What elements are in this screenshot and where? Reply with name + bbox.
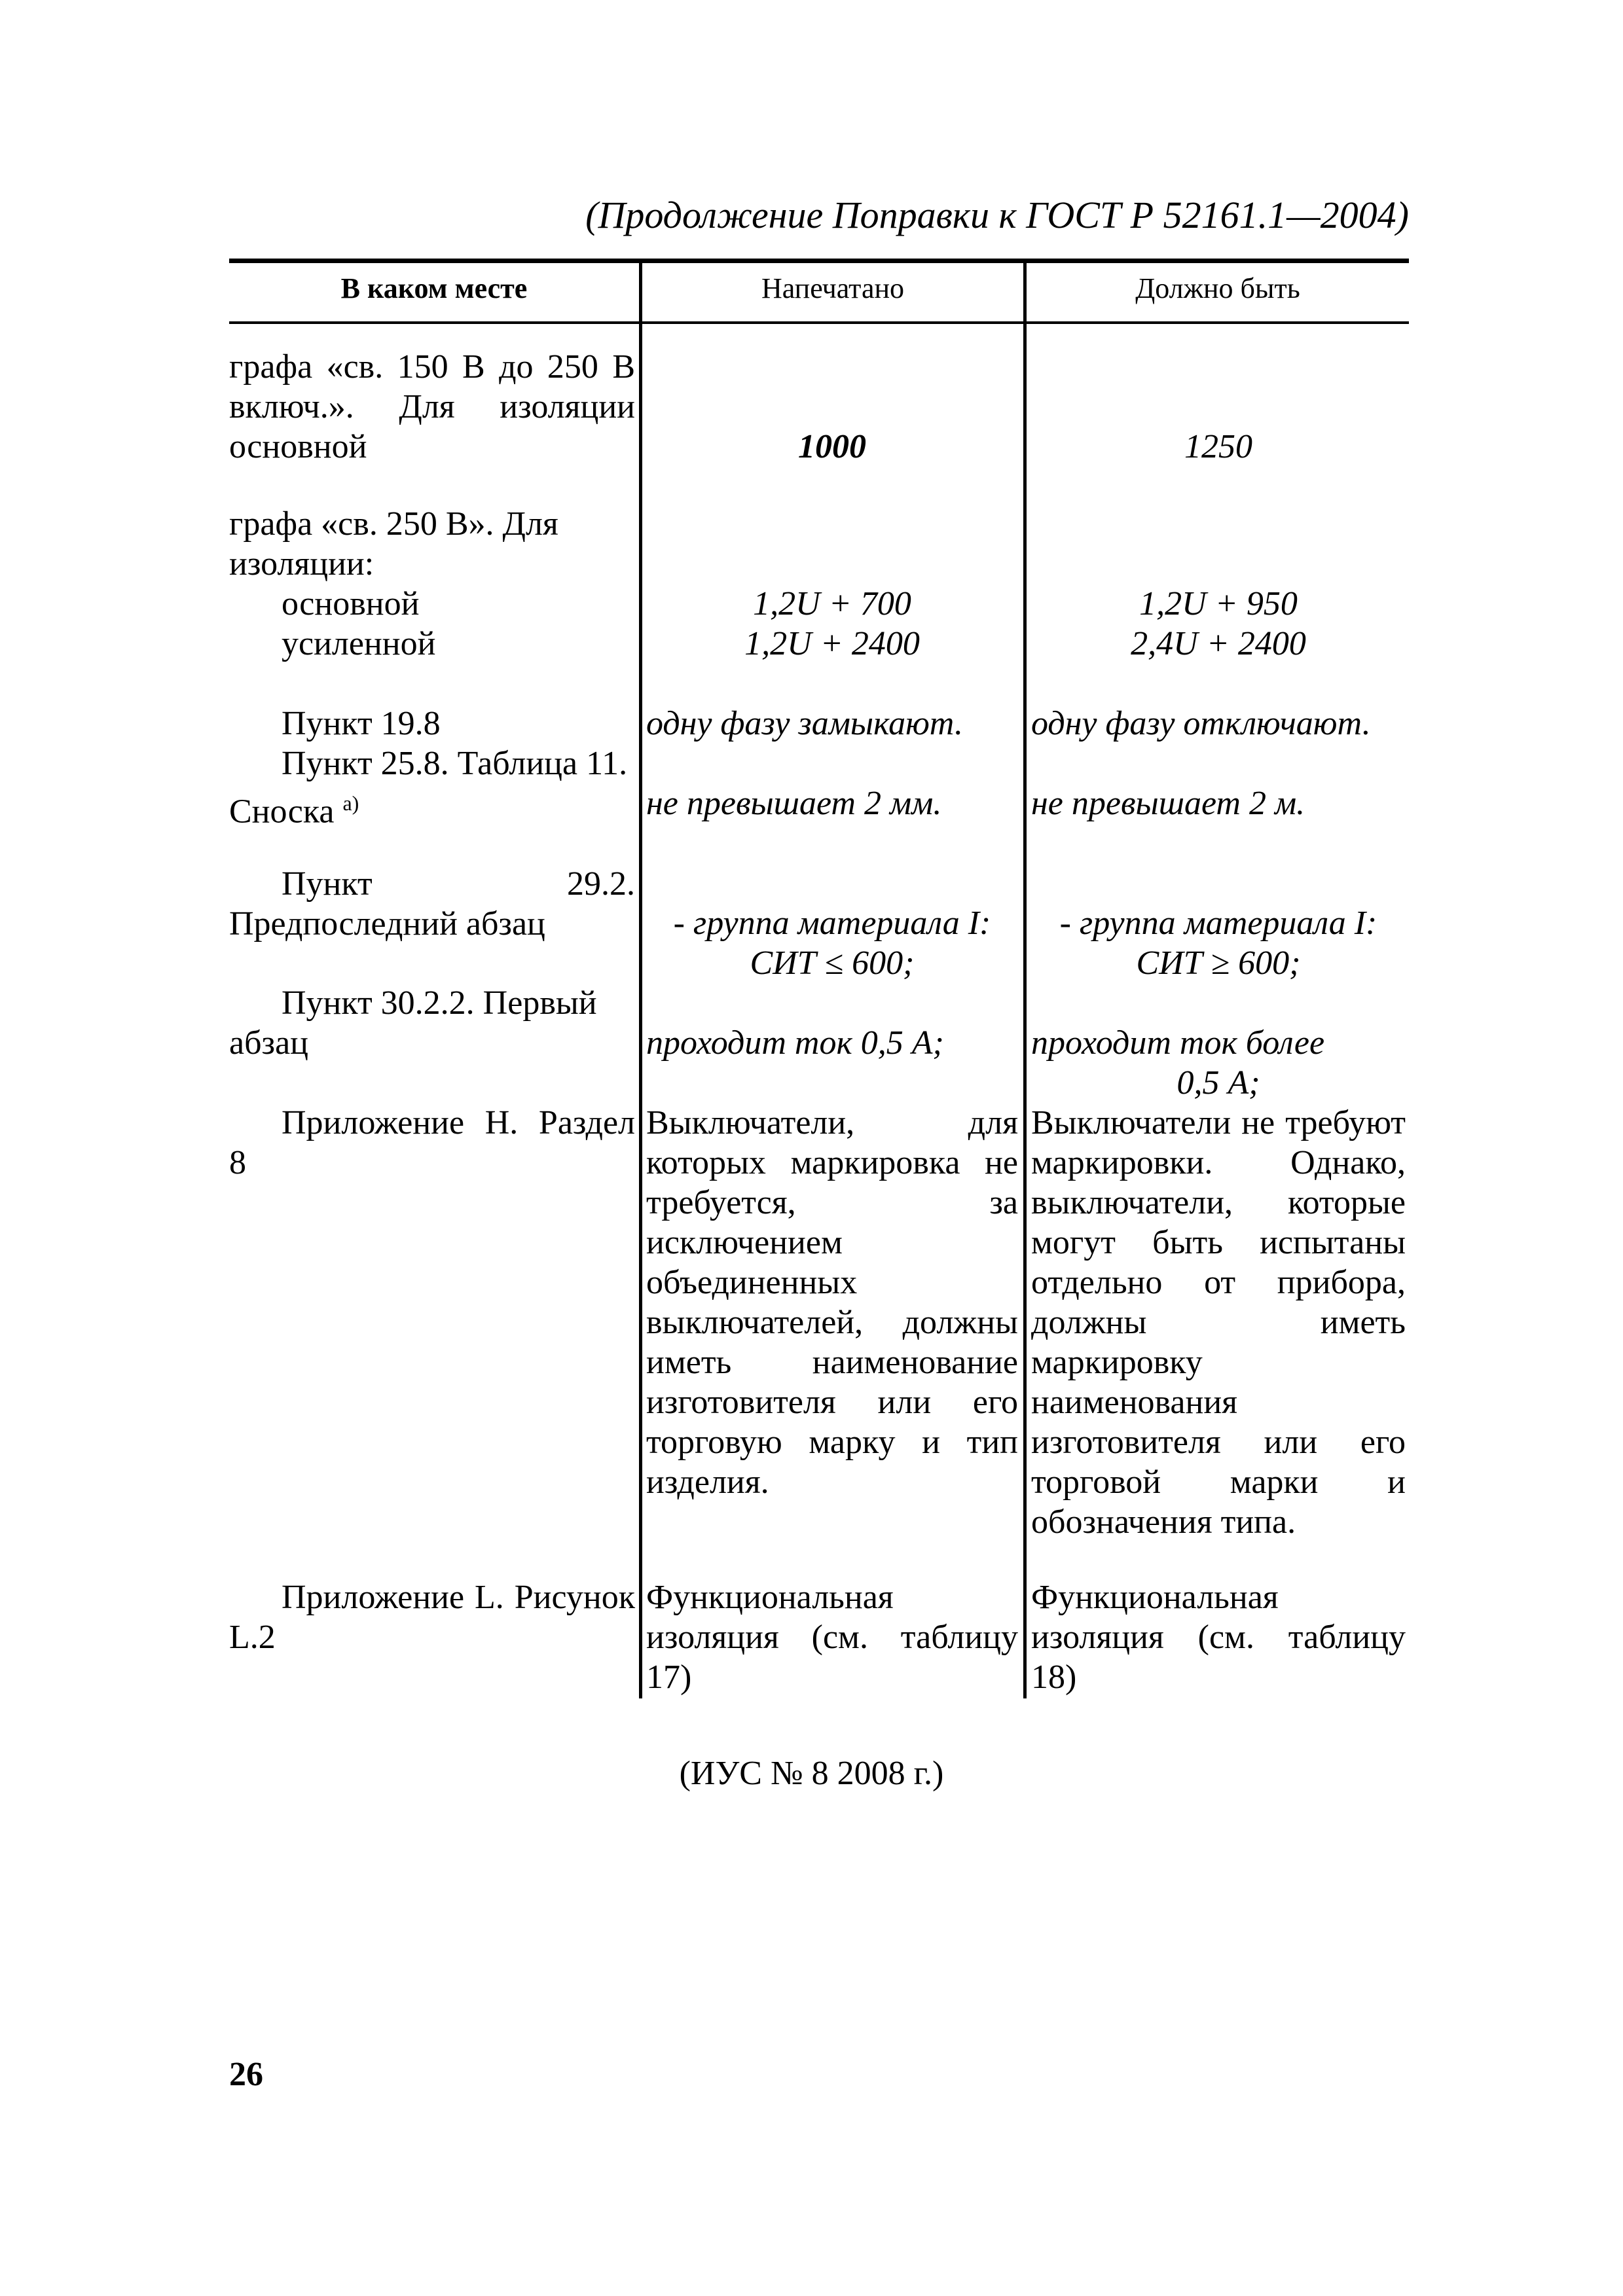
errata-table <box>229 259 1409 1698</box>
table-row-printed: одну фазу замыкают. <box>646 705 963 742</box>
table-row-printed: проходит ток 0,5 А; <box>646 1024 944 1062</box>
table-row-place-text: Сноска <box>229 793 335 831</box>
table-row-place: графа «св. 150 В до 250 В включ.». Для изоляции основной <box>229 348 635 465</box>
column-header-correct: Должно быть <box>1135 272 1300 304</box>
table-header-rule <box>229 321 1409 324</box>
table-row-printed: 1000 <box>798 428 866 465</box>
table-row-correct: - группа материала I: <box>1059 905 1377 942</box>
table-row-place-sub: усиленной <box>282 625 436 662</box>
table-row-correct: 1,2U + 950 <box>1139 585 1298 622</box>
column-header-printed: Напечатано <box>761 272 905 304</box>
table-row-place: Приложение Н. Раздел 8 <box>229 1104 635 1181</box>
table-row-printed: - группа материала I: <box>673 905 991 942</box>
table-row-place: Пункт 25.8. Таблица 11. <box>282 745 628 782</box>
table-row-printed: Выключатели, для которых маркировка не требуется, за исключением объединенных выключателей, должны иметь наименование изготовителя или его торговую марку и тип изделия. <box>646 1104 1018 1501</box>
table-row-correct: 1250 <box>1184 428 1252 465</box>
footnote-marker: а) <box>342 791 359 815</box>
running-header: (Продолжение Поправки к ГОСТ Р 52161.1—2004) <box>585 194 1409 236</box>
table-row-correct: не превышает 2 м. <box>1031 785 1305 822</box>
table-row-place: графа «св. 250 В». Для изоляции: <box>229 505 558 583</box>
table-row-correct: 2,4U + 2400 <box>1131 625 1306 662</box>
page-number: 26 <box>229 2056 263 2093</box>
column-divider <box>639 259 642 1698</box>
column-header-place: В каком месте <box>340 272 528 304</box>
table-row-correct: проходит ток более <box>1031 1024 1325 1062</box>
table-row-correct: Функциональная изоляция (см. таблицу 18) <box>1031 1579 1406 1696</box>
table-row-printed: СИТ ≤ 600; <box>750 944 915 982</box>
table-row-correct: одну фазу отключают. <box>1031 705 1371 742</box>
table-row-printed: 1,2U + 2400 <box>744 625 920 662</box>
table-row-place-sub: основной <box>282 585 420 622</box>
table-row-place: Пункт 30.2.2. Первый абзац <box>229 984 597 1062</box>
table-row-printed: Функциональная изоляция (см. таблицу 17) <box>646 1579 1018 1696</box>
change-notice-reference: (ИУС № 8 2008 г.) <box>679 1755 944 1792</box>
table-row-correct: СИТ ≥ 600; <box>1136 944 1301 982</box>
table-row-printed: не превышает 2 мм. <box>646 785 942 822</box>
table-row-place: Пункт 29.2. Предпоследний абзац <box>229 865 635 942</box>
table-row-place <box>229 783 635 831</box>
table-row-correct: Выключатели не требуют маркировки. Однако, выключатели, которые могут быть испытаны отдельно от прибора, должны иметь маркировку наименования изготовителя или его торговой марки и обозначения типа. <box>1031 1104 1406 1541</box>
table-top-rule <box>229 259 1409 263</box>
table-row-printed: 1,2U + 700 <box>753 585 911 622</box>
table-row-correct: 0,5 А; <box>1176 1064 1260 1102</box>
column-divider <box>1023 259 1027 1698</box>
table-row-place: Приложение L. Рисунок L.2 <box>229 1579 635 1656</box>
table-row-place: Пункт 19.8 <box>282 705 441 742</box>
